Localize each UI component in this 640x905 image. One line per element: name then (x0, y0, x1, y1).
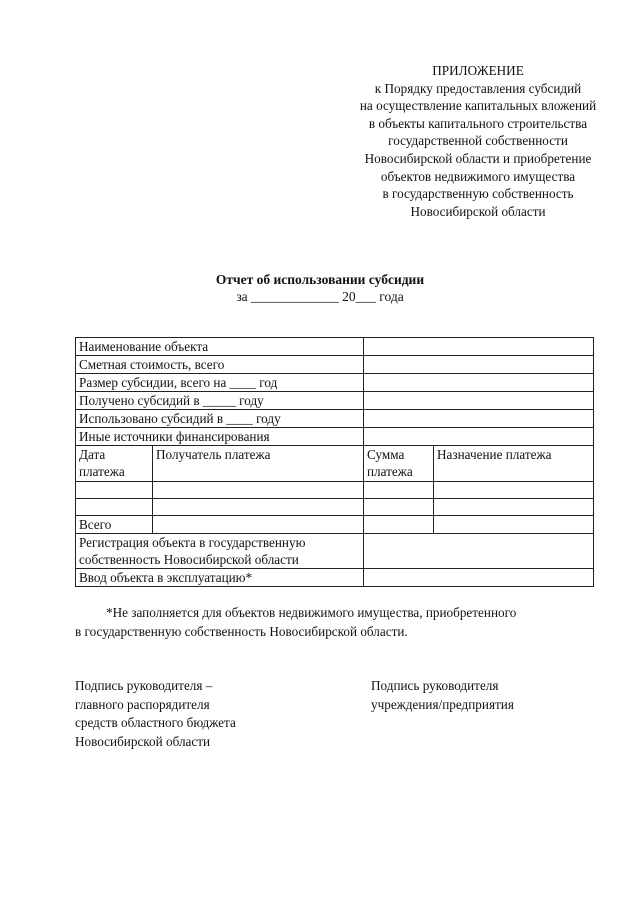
table-row (76, 338, 594, 356)
payment-purpose-cell[interactable] (434, 482, 594, 499)
commissioning-row (76, 569, 594, 587)
value-cell[interactable] (364, 428, 594, 446)
table-row (76, 356, 594, 374)
row-label: Наименование объекта (76, 338, 364, 356)
appendix-title: ПРИЛОЖЕНИЕ (432, 63, 524, 78)
payment-date-cell[interactable] (76, 482, 153, 499)
table-row (76, 374, 594, 392)
payment-recipient-header: Получатель платежа (153, 446, 364, 482)
appendix-line: государственной собственности (388, 133, 568, 149)
report-table (75, 337, 594, 587)
appendix-line: Новосибирской области (410, 203, 546, 219)
footnote (75, 603, 623, 641)
signature-line: средств областного бюджета (75, 715, 236, 731)
table-row (76, 428, 594, 446)
row-label: Использовано субсидий в ____ году (76, 410, 364, 428)
row-label: Получено субсидий в _____ году (76, 392, 364, 410)
signature-line: Новосибирской области (75, 733, 211, 749)
payment-recipient-cell[interactable] (153, 482, 364, 499)
row-label: Иные источники финансирования (76, 428, 364, 446)
table-row (76, 410, 594, 428)
payment-row (76, 482, 594, 499)
commissioning-value-cell[interactable] (364, 569, 594, 587)
footnote-line: в государственную собственность Новосибирской области. (75, 624, 408, 639)
payment-header-row (76, 446, 594, 482)
signature-line: главного распорядителя (75, 696, 210, 712)
payment-amount-header: Сумма платежа (364, 446, 434, 482)
value-cell[interactable] (364, 410, 594, 428)
payment-purpose-cell[interactable] (434, 499, 594, 516)
total-purpose-cell[interactable] (434, 516, 594, 534)
appendix-header (322, 62, 634, 220)
appendix-line: Новосибирской области и приобретение (364, 150, 592, 166)
registration-value-cell[interactable] (364, 534, 594, 569)
registration-label: Регистрация объекта в государственную собственность Новосибирской области (76, 534, 364, 569)
row-label: Размер субсидии, всего на ____ год (76, 374, 364, 392)
payment-amount-cell[interactable] (364, 499, 434, 516)
payment-date-cell[interactable] (76, 499, 153, 516)
payment-date-header: Дата платежа (76, 446, 153, 482)
signature-line: Подпись руководителя – (75, 678, 213, 693)
footnote-line: *Не заполняется для объектов недвижимого имущества, приобретенного (106, 605, 517, 620)
payment-amount-cell[interactable] (364, 482, 434, 499)
value-cell[interactable] (364, 338, 594, 356)
signature-line: Подпись руководителя (371, 678, 499, 693)
appendix-line: к Порядку предоставления субсидий (374, 80, 582, 96)
appendix-line: объектов недвижимого имущества (380, 168, 576, 184)
payment-recipient-cell[interactable] (153, 499, 364, 516)
commissioning-label: Ввод объекта в эксплуатацию* (76, 569, 364, 587)
row-label: Сметная стоимость, всего (76, 356, 364, 374)
report-title: Отчет об использовании субсидии (215, 272, 425, 287)
total-row (76, 516, 594, 534)
total-amount-cell[interactable] (364, 516, 434, 534)
signature-right (371, 677, 611, 714)
signature-line: учреждения/предприятия (371, 696, 514, 712)
signature-left (75, 677, 305, 751)
table-row (76, 392, 594, 410)
value-cell[interactable] (364, 374, 594, 392)
value-cell[interactable] (364, 356, 594, 374)
value-cell[interactable] (364, 392, 594, 410)
appendix-line: на осуществление капитальных вложений (359, 98, 597, 114)
appendix-line: в государственную собственность (382, 186, 574, 202)
total-recipient-cell[interactable] (153, 516, 364, 534)
registration-row (76, 534, 594, 569)
payment-row (76, 499, 594, 516)
payment-purpose-header: Назначение платежа (434, 446, 594, 482)
appendix-line: в объекты капитального строительства (368, 115, 588, 131)
report-period: за _____________ 20___ года (236, 289, 404, 304)
total-label: Всего (76, 516, 153, 534)
